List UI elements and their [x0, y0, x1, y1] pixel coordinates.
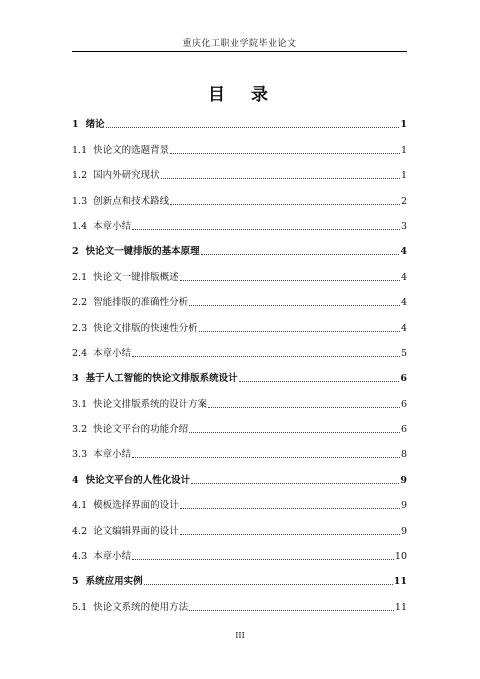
- toc-entry-page: 6: [400, 398, 407, 410]
- toc-entry-title: 快论文系统的使用方法: [93, 601, 189, 613]
- toc-entry-number: 4: [72, 474, 79, 486]
- toc-entry-number: 2: [72, 246, 79, 258]
- toc-section-entry[interactable]: [72, 181, 407, 206]
- toc-section-entry[interactable]: [72, 283, 407, 308]
- toc-entry-number: 1: [72, 119, 79, 131]
- toc-entry-page: 11: [393, 576, 407, 588]
- toc-entry-title: 本章小结: [93, 220, 132, 232]
- toc-entry-page: 4: [400, 271, 407, 283]
- toc-section-entry[interactable]: [72, 486, 407, 511]
- toc-leader-dots: [180, 508, 400, 509]
- toc-entry-page: 8: [400, 449, 407, 461]
- table-of-contents: [72, 105, 407, 613]
- toc-section-entry[interactable]: [72, 257, 407, 282]
- toc-leader-dots: [161, 178, 400, 179]
- toc-leader-dots: [201, 254, 400, 255]
- toc-entry-title: 快论文排版系统的设计方案: [93, 398, 208, 410]
- toc-section-entry[interactable]: [72, 587, 407, 612]
- toc-section-entry[interactable]: [72, 130, 407, 155]
- toc-leader-dots: [180, 534, 400, 535]
- toc-leader-dots: [191, 483, 399, 484]
- toc-entry-title: 本章小结: [93, 551, 132, 563]
- toc-section-entry[interactable]: [72, 334, 407, 359]
- toc-entry-title: 国内外研究现状: [93, 170, 160, 182]
- toc-entry-page: 5: [400, 347, 407, 359]
- toc-leader-dots: [132, 457, 400, 458]
- toc-entry-page: 1: [400, 170, 407, 182]
- toc-leader-dots: [132, 356, 400, 357]
- toc-entry-title: 基于人工智能的快论文排版系统设计: [85, 373, 238, 385]
- toc-entry-number: 3.3: [72, 449, 88, 461]
- toc-entry-number: 4.3: [72, 551, 88, 563]
- toc-entry-number: 5: [72, 576, 79, 588]
- toc-entry-page: 10: [394, 551, 407, 563]
- toc-leader-dots: [199, 331, 400, 332]
- toc-leader-dots: [132, 229, 400, 230]
- toc-entry-number: 4.2: [72, 525, 88, 537]
- toc-entry-number: 3.2: [72, 424, 88, 436]
- toc-entry-number: 1.4: [72, 220, 88, 232]
- toc-leader-dots: [189, 305, 400, 306]
- page-header: 重庆化工职业学院毕业论文: [182, 39, 297, 49]
- toc-section-entry[interactable]: [72, 435, 407, 460]
- toc-section-entry[interactable]: [72, 207, 407, 232]
- page-number: III: [235, 631, 245, 640]
- toc-leader-dots: [144, 584, 393, 585]
- toc-chapter-entry[interactable]: [72, 232, 407, 257]
- toc-entry-page: 3: [400, 220, 407, 232]
- toc-entry-number: 4.1: [72, 500, 88, 512]
- toc-entry-title: 智能排版的准确性分析: [93, 297, 189, 309]
- toc-leader-dots: [189, 610, 394, 611]
- toc-entry-page: 1: [400, 144, 407, 156]
- toc-leader-dots: [189, 432, 400, 433]
- toc-entry-title: 快论文一键排版概述: [93, 271, 179, 283]
- header-rule: [72, 51, 407, 52]
- toc-entry-number: 1.2: [72, 170, 88, 182]
- toc-entry-page: 2: [400, 195, 407, 207]
- toc-chapter-entry[interactable]: [72, 562, 407, 587]
- toc-entry-number: 2.2: [72, 297, 88, 309]
- toc-leader-dots: [208, 407, 400, 408]
- toc-entry-page: 4: [400, 297, 407, 309]
- toc-entry-page: 4: [400, 246, 407, 258]
- toc-entry-number: 5.1: [72, 601, 88, 613]
- toc-leader-dots: [180, 280, 400, 281]
- toc-entry-number: 2.4: [72, 347, 88, 359]
- toc-entry-page: 9: [400, 525, 407, 537]
- toc-entry-number: 1.1: [72, 144, 88, 156]
- toc-section-entry[interactable]: [72, 537, 407, 562]
- toc-section-entry[interactable]: [72, 308, 407, 333]
- toc-entry-title: 快论文平台的功能介绍: [93, 424, 189, 436]
- toc-leader-dots: [106, 127, 400, 128]
- toc-entry-title: 论文编辑界面的设计: [93, 525, 179, 537]
- toc-entry-page: 1: [400, 119, 407, 131]
- toc-entry-page: 9: [400, 474, 407, 486]
- toc-leader-dots: [132, 559, 394, 560]
- toc-entry-title: 本章小结: [93, 449, 132, 461]
- toc-entry-page: 11: [394, 601, 407, 613]
- toc-section-entry[interactable]: [72, 156, 407, 181]
- toc-entry-title: 系统应用实例: [85, 576, 143, 588]
- toc-chapter-entry[interactable]: [72, 359, 407, 384]
- toc-entry-title: 快论文一键排版的基本原理: [85, 246, 200, 258]
- toc-entry-page: 6: [400, 373, 407, 385]
- toc-chapter-entry[interactable]: [72, 460, 407, 485]
- toc-section-entry[interactable]: [72, 511, 407, 536]
- toc-entry-number: 2.1: [72, 271, 88, 283]
- toc-entry-number: 3: [72, 373, 79, 385]
- toc-entry-title: 本章小结: [93, 347, 132, 359]
- toc-leader-dots: [239, 381, 400, 382]
- toc-entry-number: 1.3: [72, 195, 88, 207]
- toc-leader-dots: [170, 204, 400, 205]
- toc-chapter-entry[interactable]: [72, 105, 407, 130]
- page-title: 目 录: [208, 85, 278, 105]
- toc-entry-title: 模板选择界面的设计: [93, 500, 179, 512]
- toc-entry-number: 2.3: [72, 322, 88, 334]
- toc-entry-title: 快论文排版的快速性分析: [93, 322, 198, 334]
- toc-section-entry[interactable]: [72, 384, 407, 409]
- toc-entry-title: 快论文平台的人性化设计: [85, 474, 191, 486]
- toc-entry-title: 绪论: [85, 119, 105, 131]
- toc-entry-title: 快论文的选题背景: [93, 144, 170, 156]
- toc-section-entry[interactable]: [72, 410, 407, 435]
- toc-entry-page: 6: [400, 424, 407, 436]
- toc-entry-page: 9: [400, 500, 407, 512]
- toc-entry-number: 3.1: [72, 398, 88, 410]
- toc-entry-title: 创新点和技术路线: [93, 195, 170, 207]
- toc-entry-page: 4: [400, 322, 407, 334]
- toc-leader-dots: [170, 153, 400, 154]
